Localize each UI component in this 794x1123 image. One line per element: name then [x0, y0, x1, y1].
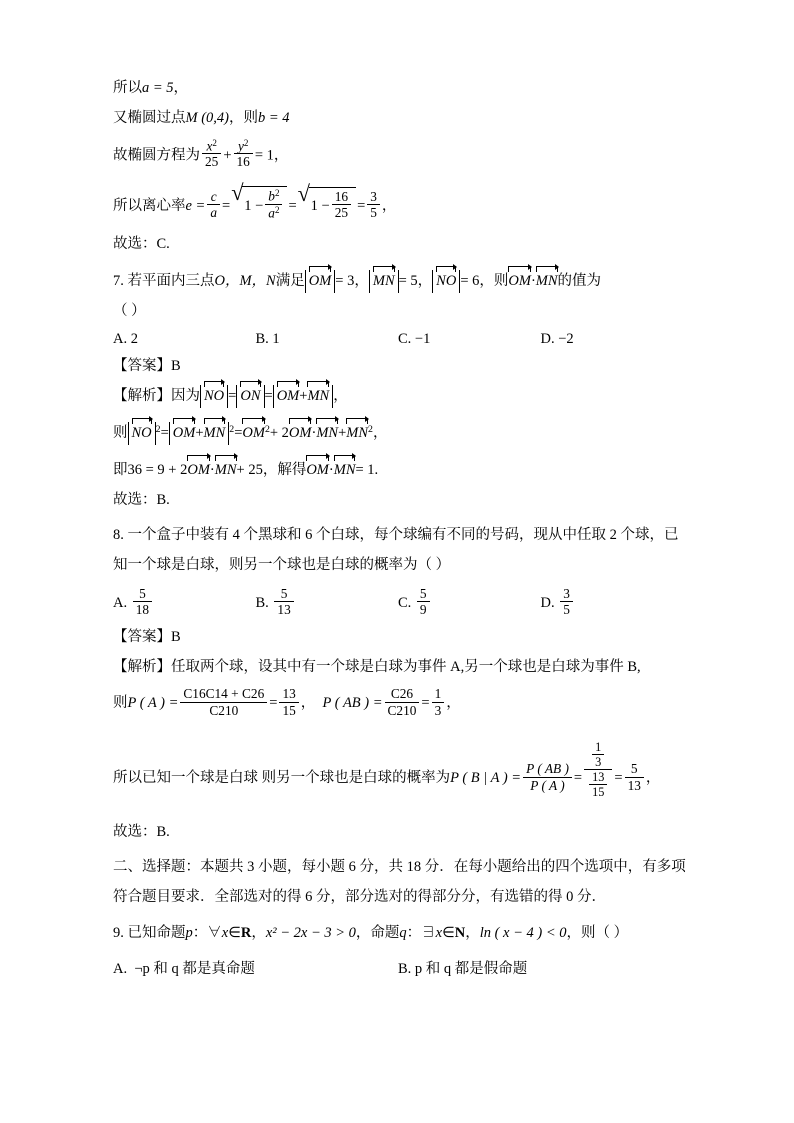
option-key: A.: [113, 960, 128, 977]
abs-no-sq: [128, 422, 156, 445]
abs-om-plus-mn-sq: [169, 422, 230, 445]
stem-tail: ，则（ ）: [566, 924, 629, 941]
numerator: 3: [560, 586, 573, 602]
option-b[interactable]: [256, 586, 399, 618]
denominator: 15: [282, 702, 296, 718]
exists-symbol: ∃: [421, 924, 436, 941]
comma: ，: [300, 695, 316, 712]
dot-symbol: ·: [311, 425, 317, 442]
question-7-options: [113, 331, 683, 348]
vector-no: NO: [132, 422, 152, 445]
vector-mn-2: MN: [334, 459, 356, 482]
inequality-q: ln ( x − 4 ) < 0: [479, 924, 567, 941]
equals: =: [269, 695, 278, 712]
question-7-stem: [113, 270, 683, 293]
plus-sign: +: [195, 425, 204, 442]
stem-lead: 9. 已知命题: [113, 924, 186, 941]
fraction-5-13: [625, 761, 644, 793]
answer-label: 【答案】: [113, 628, 171, 645]
question-7-analysis-3: [113, 459, 683, 482]
set-reals: R: [240, 924, 252, 941]
denominator: P ( A ): [530, 777, 565, 793]
option-key: A.: [113, 330, 128, 347]
lead-text: 所以已知一个球是白球 则另一个球也是白球的概率为: [113, 770, 451, 787]
option-value: 2: [130, 330, 138, 347]
comma-2: ，: [465, 924, 480, 941]
vector-om: OM: [309, 270, 332, 293]
point-m: M (0,4): [185, 109, 229, 126]
answer-label: 【答案】: [113, 357, 171, 374]
abs-om-plus-mn: [273, 385, 334, 408]
option-key: D.: [540, 595, 555, 612]
fraction-compound: [584, 740, 612, 799]
solution-line-2: [113, 108, 683, 130]
stem-variables: O，M，N: [214, 273, 276, 290]
numerator: 1: [432, 686, 445, 702]
option-fraction: [560, 586, 573, 618]
denominator-a: a: [268, 205, 275, 221]
text-prefix: 所以离心率: [113, 197, 186, 214]
pab-label: P ( AB ) =: [322, 695, 383, 712]
sqrt-1-minus-b2a2: [231, 184, 287, 221]
option-key: C.: [398, 330, 412, 347]
equals-2: =: [264, 388, 273, 405]
abs-om: [305, 270, 336, 293]
equals: =: [421, 695, 430, 712]
option-key: B.: [398, 960, 412, 977]
option-value: −1: [414, 330, 431, 347]
question-7-paren: （ ）: [113, 302, 146, 319]
option-key: A.: [113, 595, 128, 612]
stem-lead: 7. 若平面内三点: [113, 273, 215, 290]
numerator-3: 3: [367, 189, 380, 205]
lead: 则: [113, 695, 128, 712]
question-7-conclusion: 故选：B.: [113, 491, 170, 508]
option-value: −2: [558, 330, 574, 347]
element-of-symbol: ∈: [228, 924, 241, 941]
option-fraction: [274, 586, 293, 618]
mid-text: + 25，解得: [236, 461, 307, 478]
trailing-comma: ，: [381, 197, 397, 214]
equals-2: =: [288, 197, 297, 214]
option-a[interactable]: [113, 586, 256, 618]
denominator-16: 16: [236, 154, 250, 170]
solution-line-3: [113, 138, 683, 170]
numerator-x: x: [206, 138, 213, 154]
eq-om: = 3，: [335, 273, 369, 290]
equals-2: =: [234, 425, 243, 442]
question-8-conclusion: 故选：B.: [113, 823, 170, 840]
denominator: 13: [277, 602, 291, 618]
option-value: 1: [272, 330, 280, 347]
lead: 即: [113, 461, 128, 478]
vector-no: NO: [204, 385, 224, 408]
denominator-25: 25: [334, 205, 349, 221]
option-key: C.: [398, 595, 412, 612]
forall-symbol: ∀: [207, 924, 222, 941]
equals-3: =: [357, 197, 366, 214]
vector-om: OM: [173, 422, 196, 445]
equals-one: = 1，: [254, 147, 289, 164]
eq-no: = 6，则: [460, 273, 509, 290]
vector-mn: MN: [307, 385, 329, 408]
vector-mn-2: MN: [536, 270, 558, 293]
denominator: 18: [135, 602, 150, 618]
vector-mn: MN: [373, 270, 395, 293]
numerator: 13: [279, 686, 298, 702]
equals-2: =: [614, 770, 623, 787]
pa-label: P ( A ) =: [127, 695, 179, 712]
vector-om-2: OM: [242, 422, 265, 445]
result: = 1.: [355, 461, 379, 478]
proposition-q: q: [399, 924, 407, 941]
section-2-line-1: 二、选择题：本题共 3 小题，每小题 6 分，共 18 分．在每小题给出的四个选项中，有多项: [113, 859, 686, 876]
question-8-options: [113, 585, 683, 619]
denominator-combination: C210: [387, 702, 417, 718]
fraction-16-25: [332, 189, 351, 221]
option-fraction: [133, 586, 152, 618]
document-content: [113, 78, 686, 986]
lead: 则: [113, 425, 128, 442]
vector-om: OM: [187, 459, 210, 482]
question-8-final-line: [113, 740, 683, 799]
option-text: ¬p 和 q 都是真命题: [134, 960, 255, 977]
trailing-comma: ，: [333, 388, 348, 405]
text-mid: ，则: [229, 109, 258, 126]
solution-line-4: [113, 184, 683, 221]
plus-sign: +: [299, 388, 308, 405]
variable-x-2: x: [435, 924, 443, 941]
vector-on: ON: [240, 385, 260, 408]
question-8-answer: [113, 627, 683, 649]
dot-symbol: ·: [209, 461, 215, 478]
numerator: 5: [417, 586, 430, 602]
question-8-pa-line: [113, 686, 683, 718]
denominator-25: 25: [205, 154, 219, 170]
abs-on: [236, 385, 264, 408]
option-c[interactable]: [398, 586, 541, 618]
fraction-3-5: [367, 189, 380, 221]
numerator: P ( AB ): [523, 761, 572, 777]
numerator-b: b: [268, 188, 275, 204]
element-of-symbol-2: ∈: [442, 924, 455, 941]
plus-sign: +: [223, 147, 232, 164]
sqrt-1-minus-16-25: [298, 185, 356, 221]
solution-line-5: 故选：C.: [113, 236, 170, 253]
question-7-answer: [113, 356, 683, 378]
option-b[interactable]: [256, 331, 399, 348]
question-8-stem-line-2: 知一个球是白球，则另一个球也是白球的概率为（ ）: [113, 557, 451, 574]
text-prefix: 又椭圆过点: [113, 109, 186, 126]
question-9-options: [113, 957, 683, 978]
solution-line-1: [113, 78, 683, 100]
numerator-16: 16: [332, 189, 351, 205]
fraction-pab: [385, 686, 420, 718]
vector-mn-3: MN: [346, 422, 368, 445]
fraction-y2-16: $\frac{y^2}{16}$: [234, 138, 253, 170]
equals-1: =: [228, 388, 237, 405]
vector-mn-2: MN: [316, 422, 338, 445]
colon-2: ：: [406, 924, 422, 941]
dot-product-symbol: ·: [530, 273, 536, 290]
radicand-lead: 1 −: [244, 197, 264, 214]
equals: =: [573, 770, 583, 787]
option-fraction: [417, 586, 430, 618]
equals-1: =: [160, 425, 169, 442]
vector-mn: MN: [204, 422, 226, 445]
option-key: D.: [540, 330, 555, 347]
plus-sign-3: +: [338, 425, 347, 442]
eq-mn: = 5，: [398, 273, 433, 290]
variable-x: x: [221, 924, 229, 941]
fraction-1-3: [432, 686, 445, 718]
abs-no: [432, 270, 460, 293]
question-9-stem: [113, 923, 683, 945]
numerator-combinations: C16C14 + C26: [180, 686, 267, 702]
vector-mn: MN: [215, 459, 237, 482]
option-b[interactable]: [398, 957, 683, 978]
option-c[interactable]: [398, 331, 541, 348]
option-key: B.: [255, 330, 269, 347]
comma: ，: [251, 924, 266, 941]
numerator-combination: C26: [385, 686, 420, 702]
text-suffix: ，: [173, 80, 189, 96]
denominator: 9: [419, 602, 427, 618]
denominator-a: a: [210, 205, 218, 221]
radicand-lead: 1 −: [310, 197, 330, 214]
equation-a: a = 5: [142, 80, 174, 96]
fraction-b2-a2: $\frac{b^2}{a^2}$: [265, 188, 282, 221]
proposition-p: p: [185, 924, 193, 941]
denominator: 3: [434, 702, 442, 718]
text-prefix: 故椭圆方程为: [113, 147, 200, 164]
vector-om: OM: [277, 385, 300, 408]
abs-mn: [369, 270, 399, 293]
question-8-analysis: [113, 657, 683, 679]
fraction-x2-25: $\frac{x^2}{25}$: [202, 138, 221, 170]
expression: 36 = 9 + 2: [127, 461, 188, 478]
answer-value: B: [171, 357, 181, 374]
question-7-analysis-2: 则 NO $^2$= OM+MN $^2=OM^2+ 2OM\cdot MN+MN^2$，: [113, 422, 683, 445]
fraction-pab-over-pa: [523, 761, 572, 793]
denominator-combination: C210: [209, 702, 239, 718]
equation-b: b = 4: [258, 109, 290, 126]
mid-text: ，命题: [355, 924, 400, 941]
numerator: 5: [625, 761, 644, 777]
comma: ，: [446, 695, 461, 712]
answer-value: B: [171, 628, 181, 645]
stem-mid: 满足: [275, 273, 305, 290]
option-d[interactable]: [541, 331, 684, 348]
section-2-line-2: 符合题目要求．全部选对的得 6 分，部分选对的得部分分，有选错的得 0 分．: [113, 889, 606, 906]
analysis-label: 【解析】: [113, 658, 171, 675]
inequality-p: x² − 2x − 3 > 0: [265, 924, 356, 941]
vector-om-2: OM: [508, 270, 531, 293]
set-naturals: N: [454, 924, 466, 941]
option-key: B.: [255, 595, 269, 612]
numerator: 5: [133, 586, 152, 602]
fraction-13-15: [279, 686, 298, 718]
colon: ：: [192, 924, 208, 941]
vector-om-2: OM: [306, 459, 329, 482]
vector-no: NO: [436, 270, 456, 293]
numerator-compound: $\frac{1}{3}$: [584, 740, 612, 770]
text-prefix: 所以: [113, 80, 142, 96]
question-7-analysis-1: [113, 385, 683, 408]
abs-no: [200, 385, 228, 408]
trailing-comma: ，: [372, 425, 388, 442]
question-8-stem-line-1: 8. 一个盒子中装有 4 个黑球和 6 个白球，每个球编有不同的号码，现从中任取 2 个球，已: [113, 527, 679, 544]
option-text: p 和 q 都是假命题: [414, 960, 528, 977]
plus-two: + 2: [269, 425, 289, 442]
analysis-lead: 因为: [171, 388, 200, 405]
vector-om-3: OM: [289, 422, 312, 445]
comma: ，: [645, 770, 661, 787]
denominator-5: 5: [370, 205, 377, 221]
option-a[interactable]: [113, 331, 256, 348]
pba-label: P ( B | A ) =: [450, 770, 522, 787]
analysis-label: 【解析】: [113, 388, 171, 405]
stem-tail: 的值为: [557, 273, 602, 290]
fraction-pa: [180, 686, 267, 718]
dot-symbol-2: ·: [328, 461, 334, 478]
numerator-c: c: [207, 189, 220, 205]
fraction-c-a: [207, 189, 220, 221]
denominator: 13: [627, 777, 641, 793]
option-d[interactable]: [541, 586, 684, 618]
denominator-compound: $\frac{13}{15}$: [584, 770, 612, 799]
numerator-y: y: [237, 138, 244, 154]
equals-1: =: [222, 197, 231, 214]
e-symbol: e =: [185, 197, 206, 214]
denominator: 5: [563, 602, 570, 618]
option-a[interactable]: [113, 957, 398, 978]
numerator: 5: [274, 586, 293, 602]
analysis-text: 任取两个球，设其中有一个球是白球为事件 A,另一个球也是白球为事件 B,: [171, 658, 641, 675]
